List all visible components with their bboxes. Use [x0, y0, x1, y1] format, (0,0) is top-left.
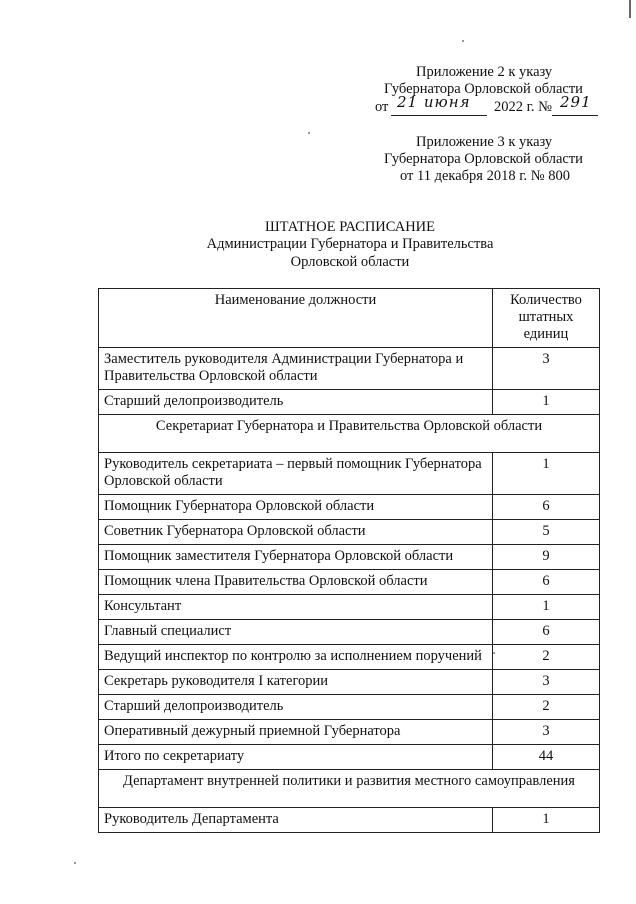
document-subtitle-1: Администрации Губернатора и Правительства: [206, 236, 494, 252]
attachment2-line1: Приложение 2 к указу: [416, 64, 553, 80]
total-count: 44: [493, 745, 600, 770]
table-row: [99, 670, 600, 695]
position-count: 5: [493, 520, 600, 545]
scan-speck: [308, 132, 310, 134]
position-count: 1: [493, 595, 600, 620]
scan-speck: [74, 862, 76, 864]
table-row: [99, 390, 600, 415]
position-name: Секретарь руководителя I категории: [99, 670, 493, 695]
scan-speck: [493, 652, 495, 654]
table-row: [99, 545, 600, 570]
attachment2-line2: Губернатора Орловской области: [384, 81, 583, 97]
table-row: [99, 720, 600, 745]
total-row: [99, 745, 600, 770]
position-count: 1: [493, 808, 600, 833]
number-underline: [552, 115, 598, 116]
attachment3-line1: Приложение 3 к указу: [416, 134, 553, 150]
staff-schedule-table: [98, 288, 600, 833]
position-name: Ведущий инспектор по контролю за исполнением поручений: [99, 645, 493, 670]
table-row: [99, 495, 600, 520]
total-label: Итого по секретариату: [99, 745, 493, 770]
table-row: [99, 620, 600, 645]
position-count: 1: [493, 390, 600, 415]
handwritten-number: 291: [560, 93, 592, 111]
section-title-secretariat: Секретариат Губернатора и Правительства Орловской области: [99, 415, 600, 453]
position-name: Помощник Губернатора Орловской области: [99, 495, 493, 520]
column-header-count-text: Количество штатных единиц: [510, 292, 582, 342]
position-name: Заместитель руководителя Администрации Губернатора и Правительства Орловской области: [99, 348, 493, 390]
attachment2-from: от: [375, 99, 389, 115]
position-count: 6: [493, 620, 600, 645]
document-subtitle-2: Орловской области: [290, 254, 410, 270]
table-row: [99, 595, 600, 620]
position-count: 3: [493, 348, 600, 390]
table-row: [99, 453, 600, 495]
table-row: [99, 520, 600, 545]
position-name: Руководитель секретариата – первый помощник Губернатора Орловской области: [99, 453, 493, 495]
table-row: [99, 570, 600, 595]
table-row: [99, 808, 600, 833]
document-title: ШТАТНОЕ РАСПИСАНИЕ: [264, 219, 436, 235]
position-count: 2: [493, 645, 600, 670]
position-count: 2: [493, 695, 600, 720]
position-name: Помощник члена Правительства Орловской области: [99, 570, 493, 595]
position-name: Старший делопроизводитель: [99, 390, 493, 415]
section-row: [99, 415, 600, 453]
table-row: [99, 348, 600, 390]
position-name: Консультант: [99, 595, 493, 620]
table-row: [99, 645, 600, 670]
position-name: Помощник заместителя Губернатора Орловской области: [99, 545, 493, 570]
section-row: [99, 770, 600, 808]
date-underline: [391, 115, 487, 116]
attachment3-line3: от 11 декабря 2018 г. № 800: [400, 168, 570, 184]
table-header-row: [99, 289, 600, 348]
handwritten-date: 21 июня: [397, 93, 471, 111]
attachment2-year: 2022 г. №: [494, 99, 553, 115]
position-count: 3: [493, 720, 600, 745]
section-title-department: Департамент внутренней политики и развития местного самоуправления: [99, 770, 600, 808]
position-name: Старший делопроизводитель: [99, 695, 493, 720]
scan-edge-mark: [629, 0, 631, 18]
position-count: 3: [493, 670, 600, 695]
column-header-count: [493, 289, 600, 348]
position-count: 6: [493, 495, 600, 520]
table-row: [99, 695, 600, 720]
position-name: Главный специалист: [99, 620, 493, 645]
attachment3-line2: Губернатора Орловской области: [384, 151, 583, 167]
position-name: Оперативный дежурный приемной Губернатора: [99, 720, 493, 745]
position-count: 6: [493, 570, 600, 595]
scan-speck: [462, 40, 464, 42]
position-count: 1: [493, 453, 600, 495]
position-name: Руководитель Департамента: [99, 808, 493, 833]
position-count: 9: [493, 545, 600, 570]
column-header-position: Наименование должности: [99, 289, 493, 348]
position-name: Советник Губернатора Орловской области: [99, 520, 493, 545]
